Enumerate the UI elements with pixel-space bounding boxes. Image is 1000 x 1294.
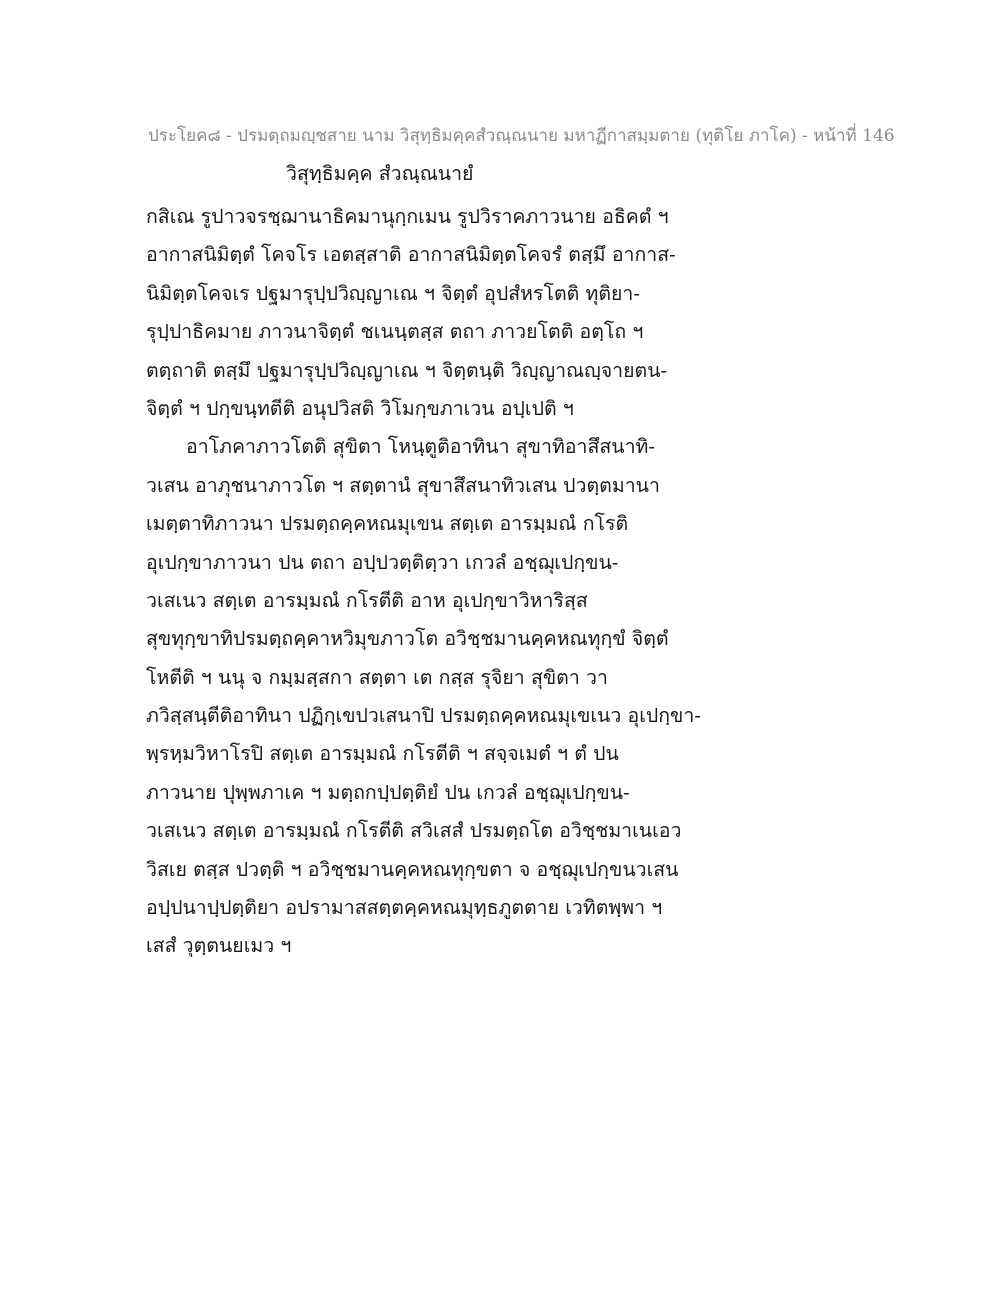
- body-line: วเสน อาภุชนาภาวโต ฯ สตฺตานํ สุขาสึสนาทิวเสน ปวตฺตมานา: [146, 473, 660, 497]
- body-line: สุขทุกฺขาทิปรมตฺถคฺคาหวิมุขภาวโต อวิชฺชมานคฺคหณทุกฺขํ จิตฺตํ: [146, 627, 669, 651]
- running-header: ประโยค๘ - ปรมตฺถมญฺชสาย นาม วิสุทฺธิมคฺคสํวณฺณนาย มหาฏีกาสมฺมตาย (ทุติโย ภาโค) - หน้าที่ 146: [148, 126, 895, 146]
- body-line: ภวิสฺสนฺตีติอาทินา ปฏิกฺเขปวเสนาปิ ปรมตฺถคฺคหณมุเขเนว อุเปกฺขา-: [146, 704, 701, 728]
- section-title: วิสุทฺธิมคฺค สํวณฺณนายํ: [286, 162, 474, 185]
- body-line: พฺรหฺมวิหาโรปิ สตฺเต อารมฺมณํ กโรตีติ ฯ สจฺจเมตํ ฯ ตํ ปน: [146, 742, 619, 766]
- body-line: รุปฺปาธิคมาย ภาวนาจิตฺตํ ชเนนฺตสฺส ตถา ภาวยโตติ อตฺโถ ฯ: [146, 320, 644, 344]
- body-line: กสิเณ รูปาวจรชฺฌานาธิคมานุกฺกเมน รูปวิราคภาวนาย อธิคตํ ฯ: [146, 205, 669, 228]
- body-line: นิมิตฺตโคจเร ปฐมารุปฺปวิญฺญาเณ ฯ จิตฺตํ อุปสํหรโตติ ทุติยา-: [146, 281, 640, 305]
- body-line: ตตฺถาติ ตสฺมึ ปฐมารุปฺปวิญฺญาเณ ฯ จิตฺตนฺติ วิญฺญาณญฺจายตน-: [146, 358, 668, 382]
- body-line: วเสเนว สตฺเต อารมฺมณํ กโรตีติ อาห อุเปกฺขาวิหาริสฺส: [146, 588, 588, 612]
- body-line: วเสเนว สตฺเต อารมฺมณํ กโรตีติ สวิเสสํ ปรมตฺถโต อวิชฺชมาเนเอว: [146, 819, 682, 843]
- body-line: เสสํ วุตฺตนยเมว ฯ: [146, 934, 292, 958]
- body-line: เมตฺตาทิภาวนา ปรมตฺถคฺคหณมุเขน สตฺเต อารมฺมณํ กโรติ: [146, 512, 629, 536]
- body-line: อปฺปนาปฺปตฺติยา อปรามาสสตฺตคฺคหณมุทฺธภูตตาย เวทิตพฺพา ฯ: [146, 896, 663, 920]
- body-text: [146, 198, 706, 966]
- body-line: โหตีติ ฯ นนุ จ กมฺมสฺสกา สตฺตา เต กสฺส รุจิยา สุขิตา วา: [146, 665, 608, 689]
- body-line: อากาสนิมิตฺตํ โคจโร เอตสฺสาติ อากาสนิมิตฺตโคจรํ ตสฺมึ อากาส-: [146, 243, 676, 267]
- paragraph-first-line: อาโภคาภาวโตติ สุขิตา โหนฺตูติอาทินา สุขาทิอาสึสนาทิ-: [186, 435, 655, 459]
- body-line: วิสเย ตสฺส ปวตฺติ ฯ อวิชฺชมานคฺคหณทุกฺขตา จ อชฺฌุเปกฺขนวเสน: [146, 857, 679, 881]
- body-line: จิตฺตํ ฯ ปกฺขนฺทตีติ อนุปวิสติ วิโมกฺขภาเวน อปฺเปติ ฯ: [146, 396, 574, 420]
- body-line: อุเปกฺขาภาวนา ปน ตถา อปฺปวตฺติตฺวา เกวลํ อชฺฌุเปกฺขน-: [146, 550, 619, 574]
- body-line: ภาวนาย ปุพฺพภาเค ฯ มตฺถกปฺปตฺติยํ ปน เกวลํ อชฺฌุเปกฺขน-: [146, 780, 630, 804]
